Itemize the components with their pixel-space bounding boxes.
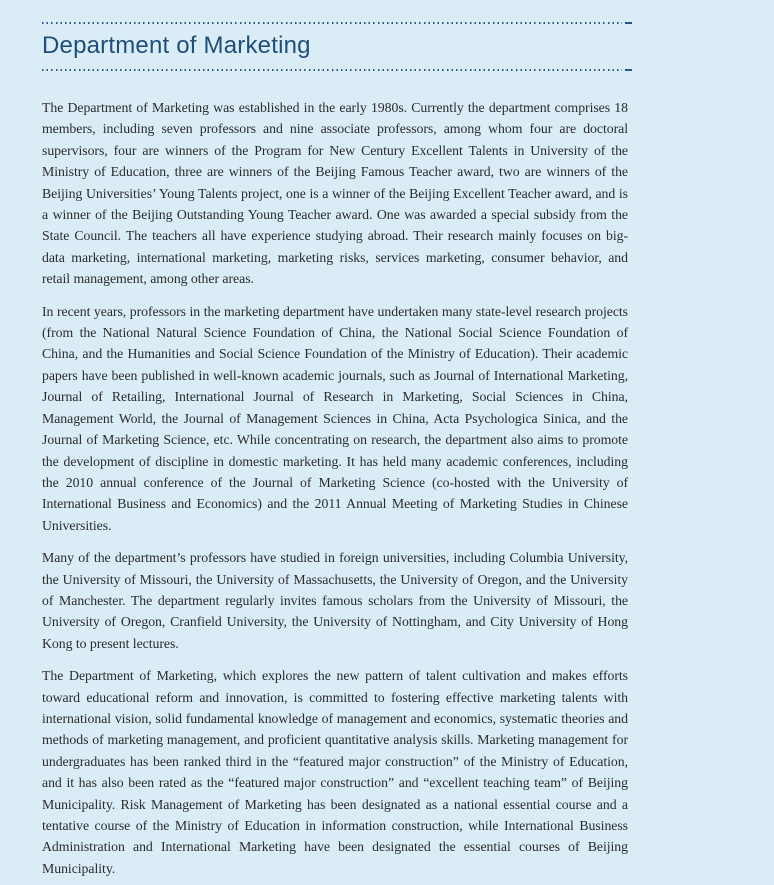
dotted-rule-bottom: [42, 69, 622, 71]
page-title: Department of Marketing: [42, 32, 311, 59]
dotted-rule-top: [42, 22, 622, 24]
paragraph-research-publications: In recent years, professors in the marketing department have undertaken many state-level research projects (from the National Natural Science Foundation of China, the National Social Science Foundation of China, and the Humanities and Social Science Foundation of the Ministry of Education). Their academic papers have been published in well-known academic journals, such as Journal of International Marketing, Journal of Retailing, International Journal of Research in Marketing, Social Sciences in China, Management World, the Journal of Management Sciences in China, Acta Psychologica Sinica, and the Journal of Marketing Science, etc. While concentrating on research, the department also aims to promote the development of discipline in domestic marketing. It has held many academic conferences, including the 2010 annual conference of the Journal of Marketing Science (co-hosted with the University of International Business and Economics) and the 2011 Annual Meeting of Marketing Studies in Chinese Universities.: [42, 303, 628, 533]
paragraph-talent-cultivation: The Department of Marketing, which explores the new pattern of talent cultivation and makes efforts toward educational reform and innovation, is committed to fostering effective marketing talents with international vision, solid fundamental knowledge of management and economics, systematic theories and methods of marketing management, and proficient quantitative analysis skills. Marketing management for undergraduates has been ranked third in the “featured major construction” of the Ministry of Education, and it has also been rated as the “featured major construction” and “excellent teaching team” of Beijing Municipality. Risk Management of Marketing has been designated as a national essential course and a tentative course of the Ministry of Education in information construction, while International Business Administration and International Marketing have been designated the essential courses of Beijing Municipality.: [42, 668, 628, 876]
article-body: [42, 97, 628, 879]
page-header: [42, 22, 774, 71]
paragraph-department-overview: The Department of Marketing was established in the early 1980s. Currently the department comprises 18 members, including seven professors and nine associate professors, among whom four are doctoral supervisors, four are winners of the Program for New Century Excellent Talents in University of the Ministry of Education, three are winners of the Beijing Famous Teacher award, two are winners of the Beijing Universities’ Young Talents project, one is a winner of the Beijing Excellent Teacher award, and is a winner of the Beijing Outstanding Young Teacher award. One was awarded a special subsidy from the State Council. The teachers all have experience studying abroad. Their research mainly focuses on big-data marketing, international marketing, marketing risks, services marketing, consumer behavior, and retail management, among other areas.: [42, 100, 628, 287]
paragraph-foreign-universities: Many of the department’s professors have studied in foreign universities, including Columbia University, the University of Missouri, the University of Massachusetts, the University of Oregon, and the University of Manchester. The department regularly invites famous scholars from the University of Missouri, the University of Oregon, Cranfield University, the University of Nottingham, and City University of Hong Kong to present lectures.: [42, 550, 628, 651]
